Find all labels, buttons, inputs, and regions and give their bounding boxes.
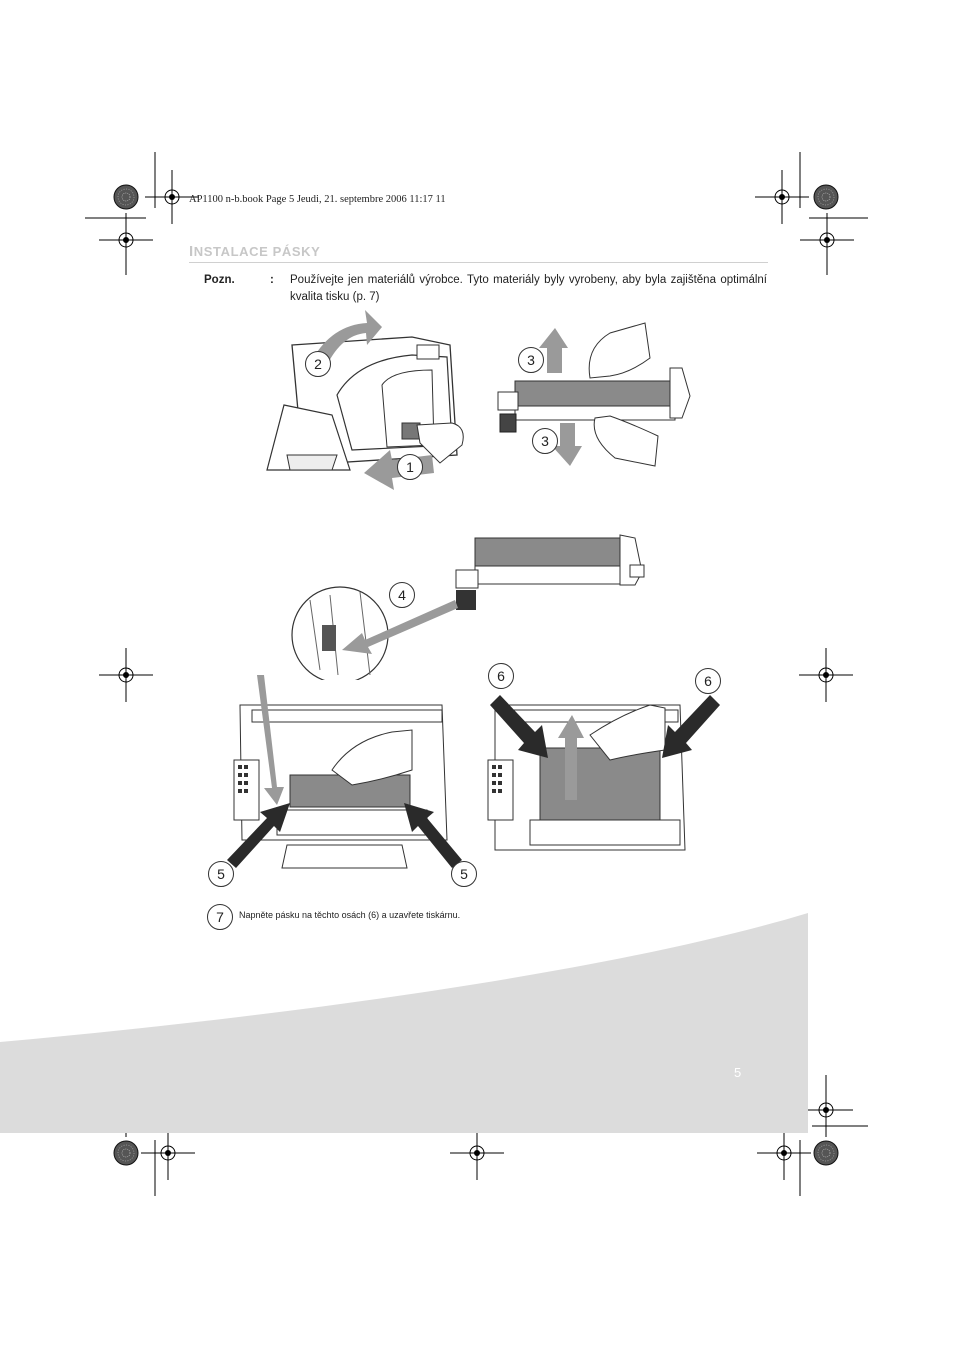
ribbon-unpack-illustration: [490, 318, 700, 468]
step-7-caption: Napněte pásku na těchto osách (6) a uzavřete tiskárnu.: [239, 910, 461, 920]
step-2-badge: 2: [305, 351, 331, 377]
step-1-badge: 1: [397, 454, 423, 480]
step-6-left-badge: 6: [488, 663, 514, 689]
footer-band: [0, 905, 954, 1145]
printer-interior-right-illustration: [480, 690, 720, 870]
section-title-initial: I: [189, 243, 194, 260]
section-rule: [189, 262, 768, 263]
step-3-bottom-badge: 3: [532, 428, 558, 454]
note-colon: :: [270, 274, 274, 286]
section-title: [189, 243, 320, 260]
section-title-rest: NSTALACE PÁSKY: [193, 244, 321, 259]
step-5-left-badge: 5: [208, 861, 234, 887]
step-7-badge: 7: [207, 904, 233, 930]
step-5-right-badge: 5: [451, 861, 477, 887]
step-3-top-badge: 3: [518, 347, 544, 373]
page-number: 5: [734, 1065, 742, 1080]
note-text: Používejte jen materiálů výrobce. Tyto materiály byly vyrobeny, aby byla zajištěna optimální kvalita tisku (p. 7): [290, 274, 767, 303]
step-4-badge: 4: [389, 582, 415, 608]
printer-interior-left-illustration: [222, 670, 462, 870]
note-label: Pozn.: [204, 274, 235, 286]
step-6-right-badge: 6: [695, 668, 721, 694]
ribbon-insert-illustration: [290, 530, 650, 680]
book-header: AP1100 n-b.book Page 5 Jeudi, 21. septembre 2006 11:17 11: [189, 194, 446, 205]
printer-open-illustration: [262, 305, 472, 495]
